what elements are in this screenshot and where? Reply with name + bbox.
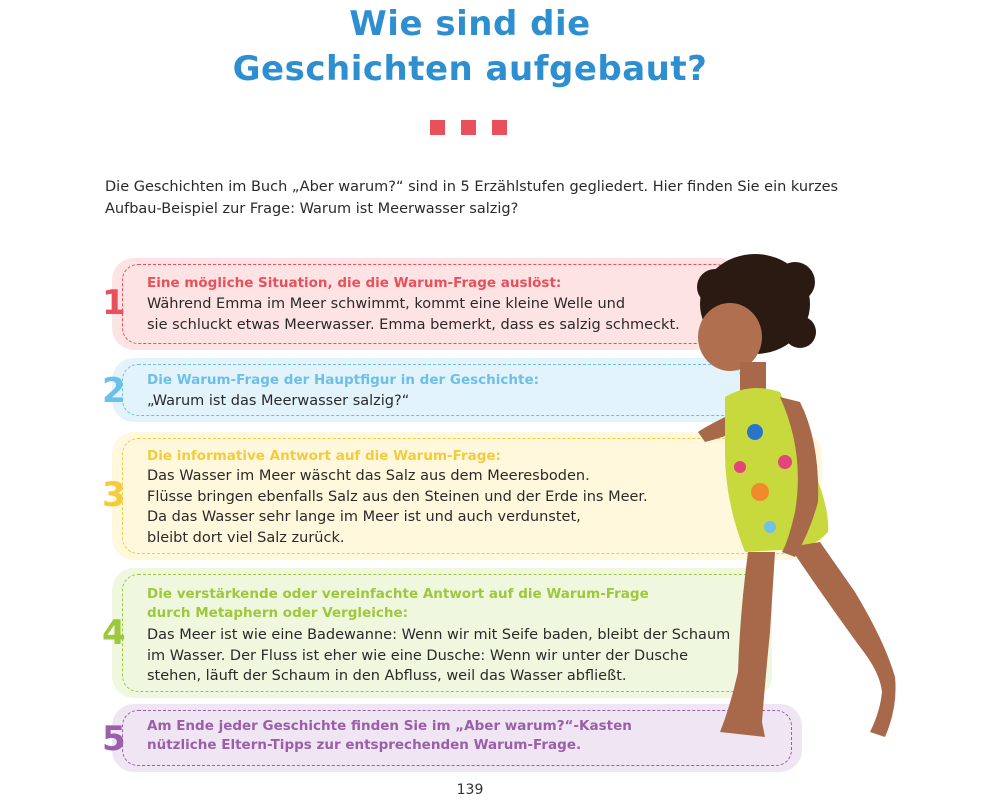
- child-in-swimsuit-photo: [670, 252, 900, 752]
- square-icon: [492, 120, 507, 135]
- page-title-line-2: Geschichten aufgebaut?: [232, 49, 708, 89]
- step-card-2: [112, 358, 752, 422]
- square-icon: [461, 120, 476, 135]
- step-number-5: 5: [102, 719, 126, 759]
- square-icon: [430, 120, 445, 135]
- step-body-2: „Warum ist das Meerwasser salzig?“: [147, 393, 410, 409]
- page-title-line-1: Wie sind die: [349, 4, 591, 44]
- step-heading-5: Am Ende jeder Geschichte finden Sie im „Aber warum?“-Kasten nützliche Eltern-Tipps zur entsprechenden Warum-Frage.: [147, 718, 632, 753]
- decorative-squares: [430, 120, 507, 135]
- step-body-3: Das Wasser im Meer wäscht das Salz aus dem Meeresboden. Flüsse bringen ebenfalls Salz aus den Steinen und der Erde ins Meer. Da das Wasser sehr lange im Meer ist und auch verdunstet, bleibt dort viel Salz zurück.: [147, 468, 648, 546]
- step-number-4: 4: [102, 613, 126, 653]
- step-number-2: 2: [102, 371, 126, 411]
- page-number: 139: [456, 782, 484, 798]
- step-heading-1: Eine mögliche Situation, die die Warum-Frage auslöst:: [147, 275, 562, 291]
- step-heading-4: Die verstärkende oder vereinfachte Antwort auf die Warum-Frage durch Metaphern oder Vergleiche:: [147, 586, 649, 621]
- step-number-1: 1: [102, 283, 126, 323]
- step-body-1: Während Emma im Meer schwimmt, kommt eine kleine Welle und sie schluckt etwas Meerwasser. Emma bemerkt, dass es salzig schmeckt.: [147, 296, 680, 333]
- step-body-4: Das Meer ist wie eine Badewanne: Wenn wir mit Seife baden, bleibt der Schaum im Wasser. Der Fluss ist eher wie eine Dusche: Wenn wir unter der Dusche stehen, läuft der Schaum in den Abfluss, weil das Wasser abfließt.: [147, 627, 731, 684]
- step-heading-2: Die Warum-Frage der Hauptfigur in der Geschichte:: [147, 372, 539, 388]
- step-number-3: 3: [102, 475, 126, 515]
- step-heading-3: Die informative Antwort auf die Warum-Frage:: [147, 448, 501, 464]
- intro-paragraph: Die Geschichten im Buch „Aber warum?“ sind in 5 Erzählstufen gegliedert. Hier finden Sie ein kurzes Aufbau-Beispiel zur Frage: Warum ist Meerwasser salzig?: [105, 179, 839, 217]
